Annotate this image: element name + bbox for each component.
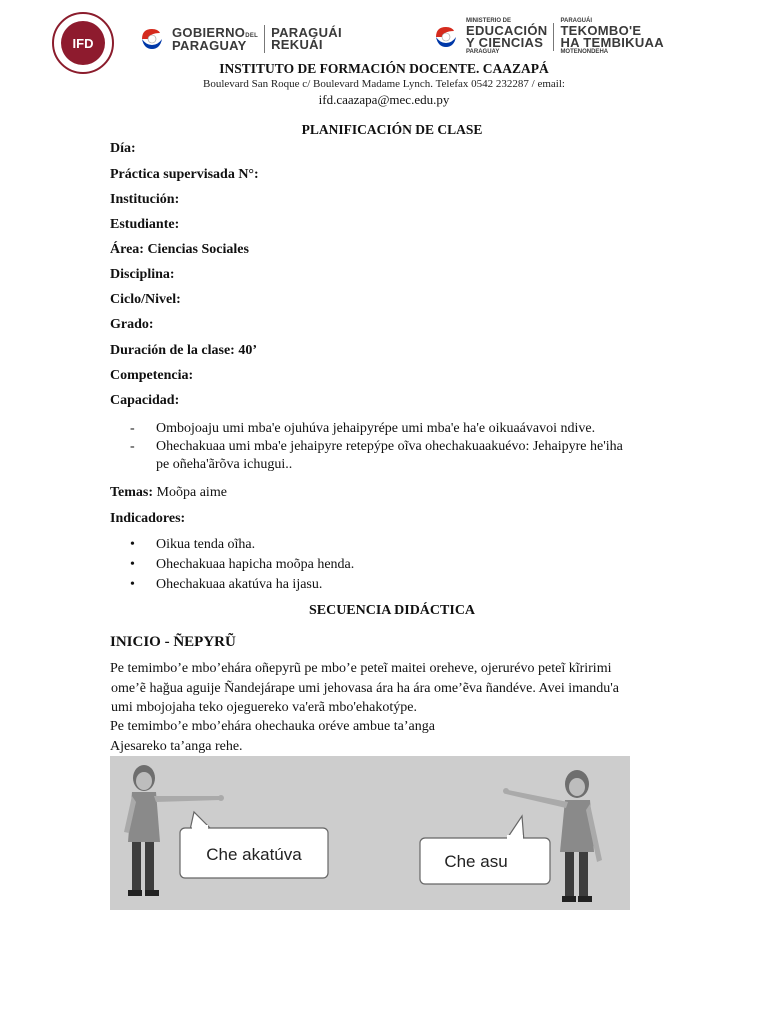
bubble-left-text: Che akatúva bbox=[206, 845, 302, 864]
paragraph-line-5: Ajesareko ta’anga rehe. bbox=[110, 739, 243, 754]
field-capacidad: Capacidad: bbox=[110, 393, 180, 408]
paragraph-line-2: ome’ẽ hağua aguije Ñandejárape umi jehovasa ára ha ára ome’ẽva ñandéve. Avei imandu'a bbox=[111, 681, 619, 696]
paraguay-flag-icon bbox=[432, 23, 460, 51]
institution-address: Boulevard San Roque c/ Boulevard Madame Lynch. Telefax 0542 232287 / email: bbox=[203, 78, 565, 90]
field-duracion: Duración de la clase: 40’ bbox=[110, 343, 257, 358]
indicadores-list bbox=[130, 536, 354, 594]
institution-email: ifd.caazapa@mec.edu.py bbox=[318, 92, 450, 107]
capacidad-item-2: Ohechakuaa umi mba'e jehaipyre retepýpe oĩva ohechakuaakuévo: Jehaipyre he'iha bbox=[156, 439, 623, 454]
field-grado: Grado: bbox=[110, 317, 154, 332]
indicador-2: Ohechakuaa hapicha moõpa henda. bbox=[156, 557, 355, 572]
indicador-3: Ohechakuaa akatúva ha ijasu. bbox=[156, 577, 323, 592]
field-dia: Día: bbox=[110, 141, 136, 156]
mec-guarani-small-bottom: MOTENONDEHA bbox=[560, 49, 609, 55]
capacidad-list bbox=[130, 420, 623, 474]
gov-line1: GOBIERNO bbox=[172, 24, 246, 40]
field-institucion: Institución: bbox=[110, 192, 180, 207]
gov-guarani-line2: REKUÁI bbox=[271, 37, 323, 52]
paragraph-line-3: umi mbojojaha teko ojeguereko va'erã mbo'ehakotýpe. bbox=[111, 700, 417, 715]
list-item: • Oikua tenda oĩha. bbox=[130, 537, 256, 552]
capacidad-item-1: Ombojoaju umi mba'e ojuhúva jehaipyrépe umi mba'e ha'e oikuaávavoi ndive. bbox=[156, 421, 596, 436]
list-item: - Ohechakuaa umi mba'e jehaipyre retepýpe oĩva ohechakuaakuévo: Jehaipyre he'iha bbox=[130, 439, 623, 454]
paragraph-line-1: Pe temimbo’e mbo’ehára oñepyrũ pe mbo’e peteĩ maitei oreheve, ojerurévo peteĩ kĩririmi bbox=[110, 661, 612, 676]
field-estudiante: Estudiante: bbox=[110, 217, 180, 232]
mec-logo bbox=[432, 18, 664, 56]
list-item: - Ombojoaju umi mba'e ojuhúva jehaipyrépe umi mba'e ha'e oikuaávavoi ndive. bbox=[130, 421, 596, 436]
mec-line2: Y CIENCIAS bbox=[466, 35, 544, 50]
bubble-right-text: Che asu bbox=[444, 852, 508, 871]
list-item: • Ohechakuaa akatúva ha ijasu. bbox=[130, 577, 323, 592]
paragraph-line-4: Pe temimbo’e mbo’ehára ohechauka oréve ambue ta’anga bbox=[110, 719, 435, 734]
inicio-title: INICIO - ÑEPYRŨ bbox=[110, 634, 236, 650]
mec-guarani-line1: TEKOMBO'E bbox=[560, 23, 642, 38]
temas-value: Moõpa aime bbox=[156, 485, 227, 500]
mec-small-bottom: PARAGUAY bbox=[466, 49, 500, 55]
logo-divider bbox=[553, 23, 554, 51]
indicador-1: Oikua tenda oĩha. bbox=[156, 537, 256, 552]
list-item: • Ohechakuaa hapicha moõpa henda. bbox=[130, 557, 355, 572]
illustration-image bbox=[110, 756, 630, 910]
ifd-seal-text: IFD bbox=[61, 21, 105, 65]
mec-guarani-line2: HA TEMBIKUAA bbox=[560, 35, 664, 50]
field-practica: Práctica supervisada N°: bbox=[110, 167, 259, 182]
document-title: PLANIFICACIÓN DE CLASE bbox=[301, 122, 483, 137]
gov-line1-small: DEL bbox=[245, 32, 259, 39]
list-item bbox=[130, 456, 623, 474]
secuencia-title: SECUENCIA DIDÁCTICA bbox=[308, 603, 476, 618]
temas-label: Temas: bbox=[110, 485, 154, 500]
field-disciplina: Disciplina: bbox=[110, 267, 175, 282]
gov-guarani-line1: PARAGUÁI bbox=[271, 25, 342, 40]
mec-small-top: MINISTERIO DE bbox=[466, 18, 512, 24]
paraguay-flag-icon bbox=[138, 25, 166, 53]
gobierno-paraguay-logo bbox=[138, 24, 342, 54]
field-ciclo: Ciclo/Nivel: bbox=[110, 292, 181, 307]
institution-title: INSTITUTO DE FORMACIÓN DOCENTE. CAAZAPÁ bbox=[219, 61, 549, 76]
mec-line1: EDUCACIÓN bbox=[466, 23, 548, 38]
field-temas bbox=[110, 485, 227, 501]
gov-line2: PARAGUAY bbox=[172, 37, 247, 53]
logo-divider bbox=[264, 25, 265, 53]
field-area: Área: Ciencias Sociales bbox=[110, 242, 249, 257]
mec-guarani-small-top: PARAGUÁI bbox=[560, 18, 592, 24]
field-competencia: Competencia: bbox=[110, 368, 194, 383]
capacidad-item-2-cont: pe oñeha'ãrõva ichugui.. bbox=[156, 457, 293, 472]
field-indicadores: Indicadores: bbox=[110, 511, 186, 526]
